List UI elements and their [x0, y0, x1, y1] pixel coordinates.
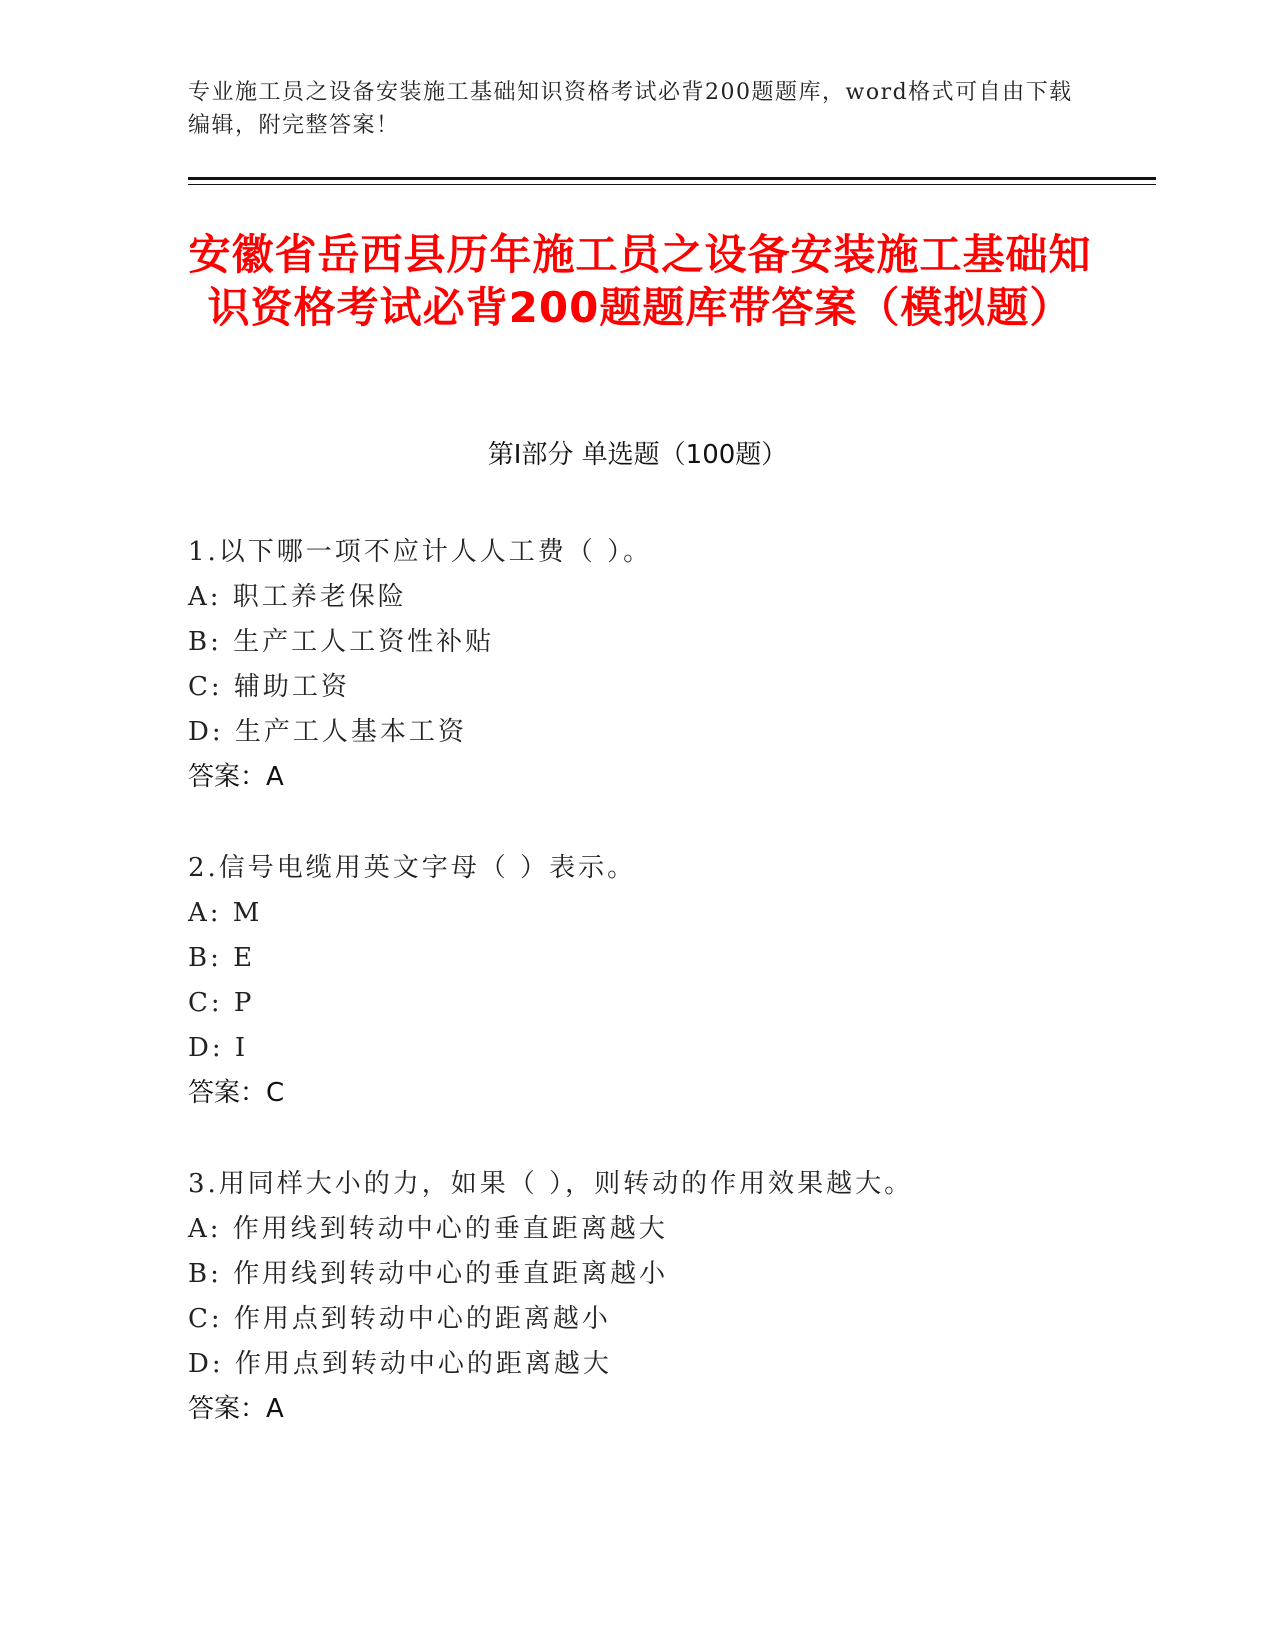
question-list [188, 530, 1148, 1478]
option-b: B: 生产工人工资性补贴 [188, 627, 495, 657]
option-d: D: 作用点到转动中心的距离越大 [188, 1349, 612, 1379]
option-a: A: M [188, 898, 263, 928]
header-rule-thin [188, 184, 1156, 185]
question-stem: 1.以下哪一项不应计人人工费（ ）。 [188, 537, 653, 567]
question-3 [188, 1162, 1148, 1432]
header-rule-thick [188, 177, 1156, 180]
option-c: C: 辅助工资 [188, 672, 350, 702]
option-d: D: 生产工人基本工资 [188, 717, 467, 747]
option-d: D: I [188, 1033, 249, 1063]
section-heading: 第Ⅰ部分 单选题（100题） [487, 440, 788, 470]
option-c: C: P [188, 988, 255, 1018]
answer-line: 答案：A [188, 762, 284, 792]
answer-line: 答案：C [188, 1078, 285, 1108]
option-b: B: 作用线到转动中心的垂直距离越小 [188, 1259, 669, 1289]
option-a: A: 作用线到转动中心的垂直距离越大 [188, 1214, 668, 1244]
question-2 [188, 846, 1148, 1116]
question-stem: 3.用同样大小的力，如果（ ），则转动的作用效果越大。 [188, 1169, 914, 1199]
option-b: B: E [188, 943, 256, 973]
header-note: 专业施工员之设备安装施工基础知识资格考试必背200题题库，word格式可自由下载编辑，附完整答案！ [188, 80, 1073, 138]
answer-line: 答案：A [188, 1394, 284, 1424]
option-a: A: 职工养老保险 [188, 582, 407, 612]
document-title: 安徽省岳西县历年施工员之设备安装施工基础知识资格考试必背200题题库带答案（模拟题） [188, 230, 1092, 332]
question-1 [188, 530, 1148, 800]
option-c: C: 作用点到转动中心的距离越小 [188, 1304, 611, 1334]
question-stem: 2.信号电缆用英文字母（ ）表示。 [188, 853, 637, 883]
